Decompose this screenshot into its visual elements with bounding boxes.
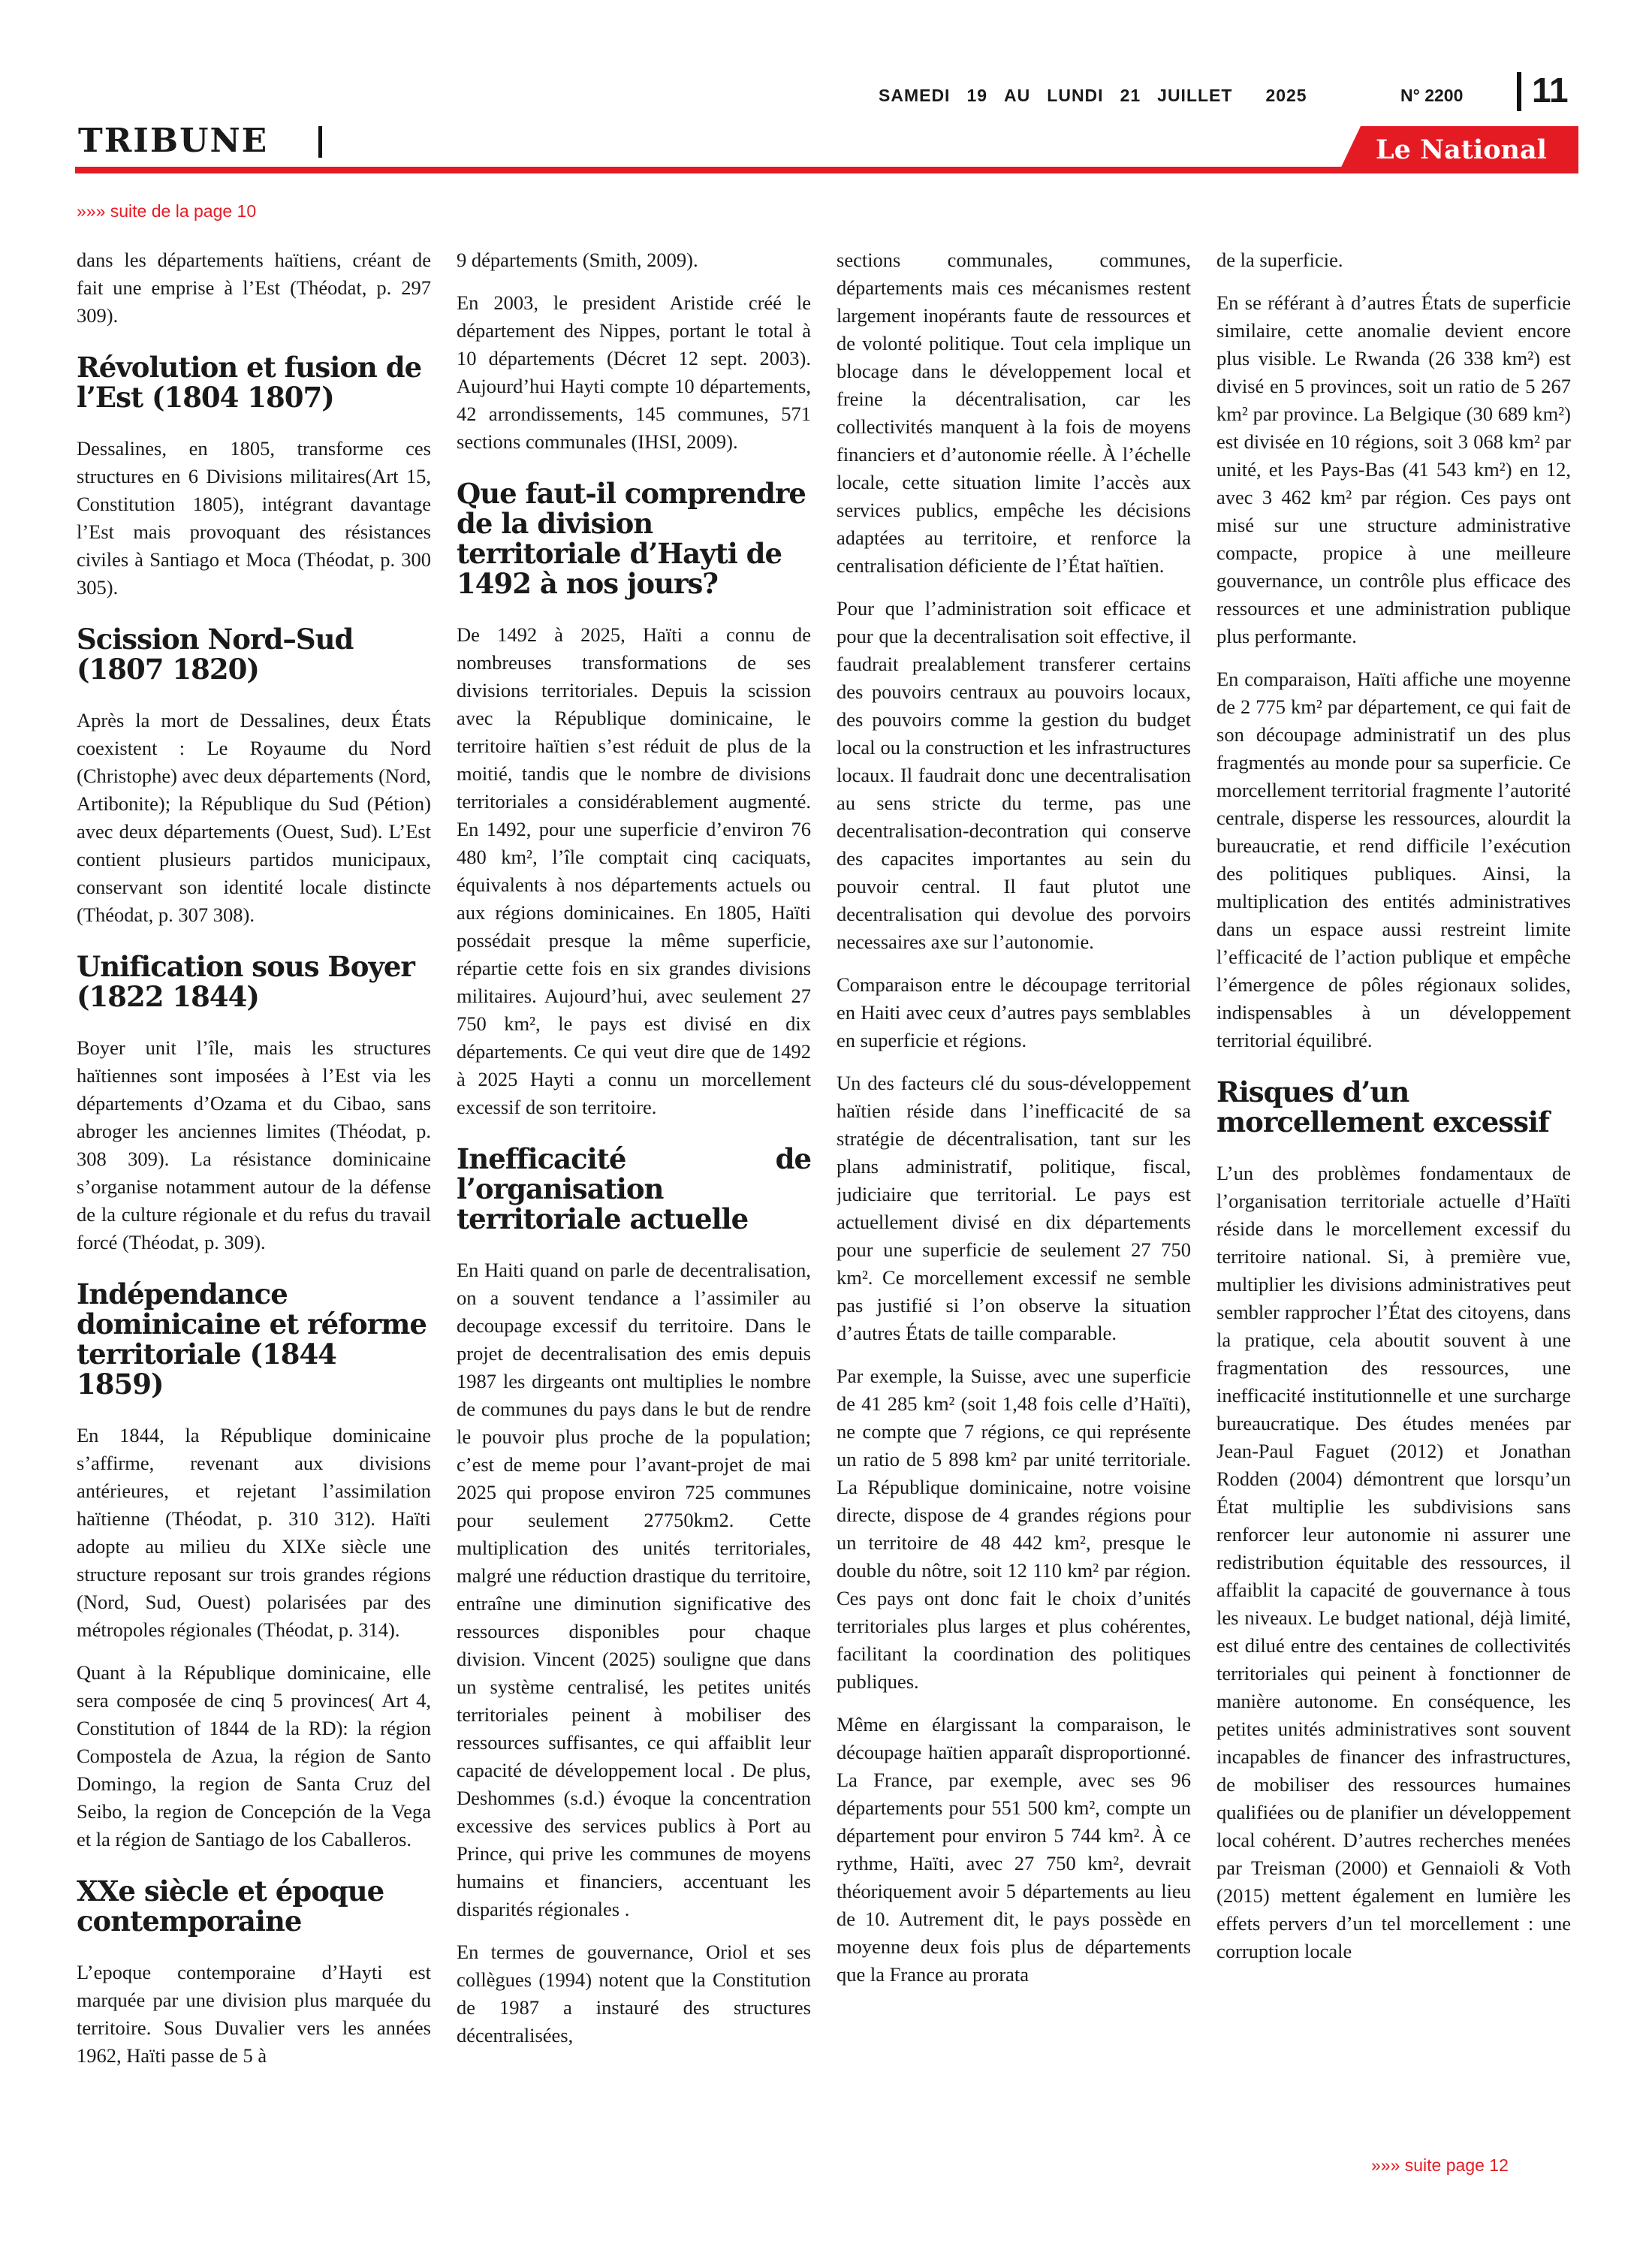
header-rule: [75, 167, 1578, 173]
article-paragraph: En 2003, le president Aristide créé le département des Nippes, portant le total à 10 départements (Décret 12 sept. 2003). Aujourd’hui Hayti compte 10 départements, 42 arrondissements, 145 communes, 571 sections communales (IHSI, 2009).: [457, 291, 811, 453]
article-paragraph: 9 départements (Smith, 2009).: [457, 249, 698, 271]
article-subheading: Indépendance dominicaine et réforme territoriale (1844 1859): [77, 1277, 427, 1401]
section-title: TRIBUNE: [78, 122, 269, 160]
section-divider: [318, 126, 322, 158]
article-paragraph: Boyer unit l’île, mais les structures haïtiennes sont imposées à l’Est via les départements d’Ozama et du Cibao, sans abroger les anciennes limites (Théodat, p. 308 309). La résistance dominicaine s’organise notamment autour de la défense de la culture régionale et du refus du travail forcé (Théodat, p. 309).: [77, 1036, 431, 1253]
article-column-4: [1216, 246, 1571, 2139]
brand-name: Le National: [1376, 134, 1547, 165]
article-subheading: Unification sous Boyer (1822 1844): [77, 950, 415, 1013]
date-part: 19: [966, 86, 988, 105]
article-paragraph: L’epoque contemporaine d’Hayti est marquée par une division plus marquée du territoire. Sous Duvalier vers les années 1962, Haïti passe de 5 à: [77, 1961, 431, 2067]
issue-number: N° 2200: [1400, 86, 1464, 105]
article-paragraph: Par exemple, la Suisse, avec une superficie de 41 285 km² (soit 1,48 fois celle d’Haïti), ne compte que 7 régions, ce qui représente un ratio de 5 898 km² par unité territoriale. La République dominicaine, notre voisine directe, dispose de 4 grandes régions pour un territoire de 48 442 km², presque le double du nôtre, soit 12 110 km² par région. Ces pays ont donc fait le choix d’unités territoriales plus larges et plus cohérentes, facilitant la coordination des politiques publiques.: [837, 1365, 1191, 1693]
continued-to: »»» suite page 12: [1371, 2155, 1509, 2175]
article-subheading: Inefficacité de l’organisation territoriale actuelle: [457, 1142, 811, 1235]
header-divider: [1517, 72, 1521, 111]
article-paragraph: Pour que l’administration soit efficace et pour que la decentralisation soit effective, il faudrait prealablement transferer certains des pouvoirs centraux au pouvoirs locaux, des pouvoirs comme la gestion du budget local ou la construction et les infrastructures locaux. Il faudrait donc une decentralisation au sens stricte du terme, pas une decentralisation-decontration qui conserve des capacites importantes au sein du pouvoir central. Il faut plutot une decentralisation qui devolue des porvoirs necessaires axe sur l’autonomie.: [837, 597, 1191, 953]
article-paragraph: Après la mort de Dessalines, deux États coexistent : Le Royaume du Nord (Christophe) avec deux départements (Nord, Artibonite); la République du Sud (Pétion) avec deux départements (Ouest, Sud). L’Est contient plusieurs partidos municipaux, conservant son identité locale distincte (Théodat, p. 307 308).: [77, 709, 431, 926]
article-paragraph: Un des facteurs clé du sous-développement haïtien réside dans l’inefficacité de sa stratégie de décentralisation, tant sur les plans administratif, politique, fiscal, judiciaire que territorial. Le pays est actuellement divisé en dix départements pour une superficie de seulement 27 750 km². Ce morcellement excessif ne semble pas justifié si l’on observe la situation d’autres États de taille comparable.: [837, 1072, 1191, 1344]
article-paragraph: En termes de gouvernance, Oriol et ses collègues (1994) notent que la Constitution de 1987 a instauré des structures décentralisées,: [457, 1941, 811, 2046]
article-paragraph: En 1844, la République dominicaine s’affirme, revenant aux divisions antérieures, et rejetant l’assimilation haïtienne (Théodat, p. 310 312). Haïti adopte au milieu du XIXe siècle une structure reposant sur trois grandes régions (Nord, Sud, Ouest) polarisées par des métropoles régionales (Théodat, p. 314).: [77, 1424, 431, 1641]
article-subheading: Risques d’un morcellement excessif: [1216, 1075, 1549, 1139]
article-paragraph: En Haiti quand on parle de decentralisation, on a souvent tendance a l’assimiler au decoupage excessif du territoire. Dans le projet de decentralisation des emis depuis 1987 les dirgeants ont multiplies le nombre de communes du pays dans le but de rendre le pouvoir plus proche de la population; c’est de meme pour l’avant-projet de mai 2025 qui propose environ 725 communes pour seulement 27750km2. Cette multiplication des unités territoriales, malgré une réduction drastique du territoire, entraîne une diminution significative des ressources disponibles pour chaque division. Vincent (2025) souligne que dans un système centralisé, les petites unités territoriales peinent à mobiliser des ressources suffisantes, ce qui affaiblit leur capacité de développement local . De plus, Deshommes (s.d.) évoque la concentration excessive des services publics à Port au Prince, qui prive les communes de moyens humains et financiers, accentuant les disparités régionales .: [457, 1259, 811, 1920]
article-paragraph: En comparaison, Haïti affiche une moyenne de 2 775 km² par département, ce qui fait de son découpage administratif un des plus fragmentés au monde pour sa superficie. Ce morcellement territorial fragmente l’autorité centrale, disperse les ressources, alourdit la bureaucratie, et rend difficile l’exécution des politiques publiques. Ainsi, la multiplication des entités administratives dans un espace aussi restreint limite l’efficacité de l’action publique et empêche l’émergence de pôles régionaux solides, indispensables à un développement territorial équilibré.: [1216, 668, 1571, 1051]
article-paragraph: dans les départements haïtiens, créant de fait une emprise à l’Est (Théodat, p. 297 309).: [77, 249, 431, 327]
article-paragraph: Quant à la République dominicaine, elle sera composée de cinq 5 provinces( Art 4, Constitution of 1844 de la RD): la région Compostela de Azua, la région de Santo Domingo, la region de Santa Cruz del Seibo, la region de Concepción de la Vega et la région de Santiago de los Caballeros.: [77, 1661, 431, 1850]
article-subheading: Que faut-il comprendre de la division territoriale d’Hayti de 1492 à nos jours?: [457, 477, 806, 600]
date-part: LUNDI: [1047, 86, 1104, 105]
article-column-3: [837, 246, 1191, 2139]
article-paragraph: de la superficie.: [1216, 249, 1343, 271]
article-paragraph: De 1492 à 2025, Haïti a connu de nombreuses transformations de ses divisions territoriales. Depuis la scission avec la République dominicaine, le territoire haïtien s’est réduit de plus de la moitié, tandis que le nombre de divisions territoriales a considérablement augmenté. En 1492, pour une superficie d’environ 76 480 km², l’île comptait cinq caciquats, équivalents à nos départements actuels ou aux régions dominicaines. En 1805, Haïti possédait presque la même superficie, répartie cette fois en six grandes divisions militaires. Aujourd’hui, avec seulement 27 750 km², le pays est divisé en dix départements. Ce qui veut dire que de 1492 à 2025 Hayti a connu un morcellement excessif de son territoire.: [457, 623, 811, 1118]
article-subheading: Révolution et fusion de l’Est (1804 1807): [77, 351, 422, 414]
date-part: 21: [1120, 86, 1141, 105]
article-paragraph: L’un des problèmes fondamentaux de l’organisation territoriale actuelle d’Haïti réside dans le morcellement excessif du territoire national. Si, à première vue, multiplier les divisions administratives peut sembler rapprocher l’État des citoyens, dans la pratique, cela aboutit souvent à une fragmentation des ressources, une inefficacité institutionnelle et une surcharge bureaucratique. Des études menées par Jean-Paul Faguet (2012) et Jonathan Rodden (2004) démontrent que lorsqu’un État multiplie les subdivisions sans renforcer leur autonomie ni assurer une redistribution équitable des ressources, il affaiblit la capacité de gouvernance à tous les niveaux. Le budget national, déjà limité, est dilué entre des centaines de collectivités territoriales qui peinent à fonctionner de manière autonome. En conséquence, les petites unités administratives sont souvent incapables de financer des infrastructures, de mobiliser des ressources humaines qualifiées ou de planifier un développement local cohérent. D’autres recherches menées par Treisman (2000) et Gennaioli & Voth (2015) mettent également en lumière les effets pervers d’un tel morcellement : une corruption locale: [1216, 1162, 1571, 1962]
article-paragraph: En se référant à d’autres États de superficie similaire, cette anomalie devient encore plus visible. Le Rwanda (26 338 km²) est divisé en 5 provinces, soit un ratio de 5 267 km² par province. La Belgique (30 689 km²) est divisée en 10 régions, soit 3 068 km² par unité, et les Pays-Bas (41 543 km²) en 12, avec 3 462 km² par région. Ces pays ont misé sur une structure administrative compacte, propice à une meilleure gouvernance, un contrôle plus efficace des ressources et une administration publique plus performante.: [1216, 291, 1571, 647]
article-column-1: [77, 246, 431, 2139]
continued-from: »»» suite de la page 10: [77, 201, 257, 221]
date-part: AU: [1004, 86, 1031, 105]
issue-date: [879, 86, 1307, 106]
article-paragraph: Dessalines, en 1805, transforme ces structures en 6 Divisions militaires(Art 15, Constitution 1805), intégrant davantage l’Est mais provoquant des résistances civiles à Santiago et Moca (Théodat, p. 300 305).: [77, 437, 431, 599]
article-paragraph: Comparaison entre le découpage territorial en Haiti avec ceux d’autres pays semblables en superficie et régions.: [837, 973, 1191, 1051]
article-subheading: Scission Nord–Sud (1807 1820): [77, 623, 354, 686]
date-part: 2025: [1265, 86, 1307, 105]
article-subheading: XXe siècle et époque contemporaine: [77, 1874, 384, 1938]
article-paragraph: sections communales, communes, départements mais ces mécanismes restent largement inopérants faute de ressources et de volonté politique. Tout cela implique un blocage dans le développement local et freine la décentralisation, car les collectivités manquent à la fois de moyens financiers et d’autonomie réelle. À l’échelle locale, cette situation limite l’accès aux services publics, empêche les décisions adaptées au territoire, et renforce la centralisation déficiente de l’État haïtien.: [837, 249, 1191, 577]
page-number: 11: [1532, 71, 1569, 110]
article-column-2: [457, 246, 811, 2139]
article-paragraph: Même en élargissant la comparaison, le découpage haïtien apparaît disproportionné. La France, par exemple, avec ses 96 départements pour 551 500 km², compte un département pour environ 5 744 km². À ce rythme, Haïti, avec 27 750 km², devrait théoriquement avoir 5 départements au lieu de 10. Autrement dit, le pays possède en moyenne deux fois plus de départements que la France au prorata: [837, 1713, 1191, 1986]
date-part: SAMEDI: [879, 86, 951, 105]
date-part: JUILLET: [1157, 86, 1233, 105]
